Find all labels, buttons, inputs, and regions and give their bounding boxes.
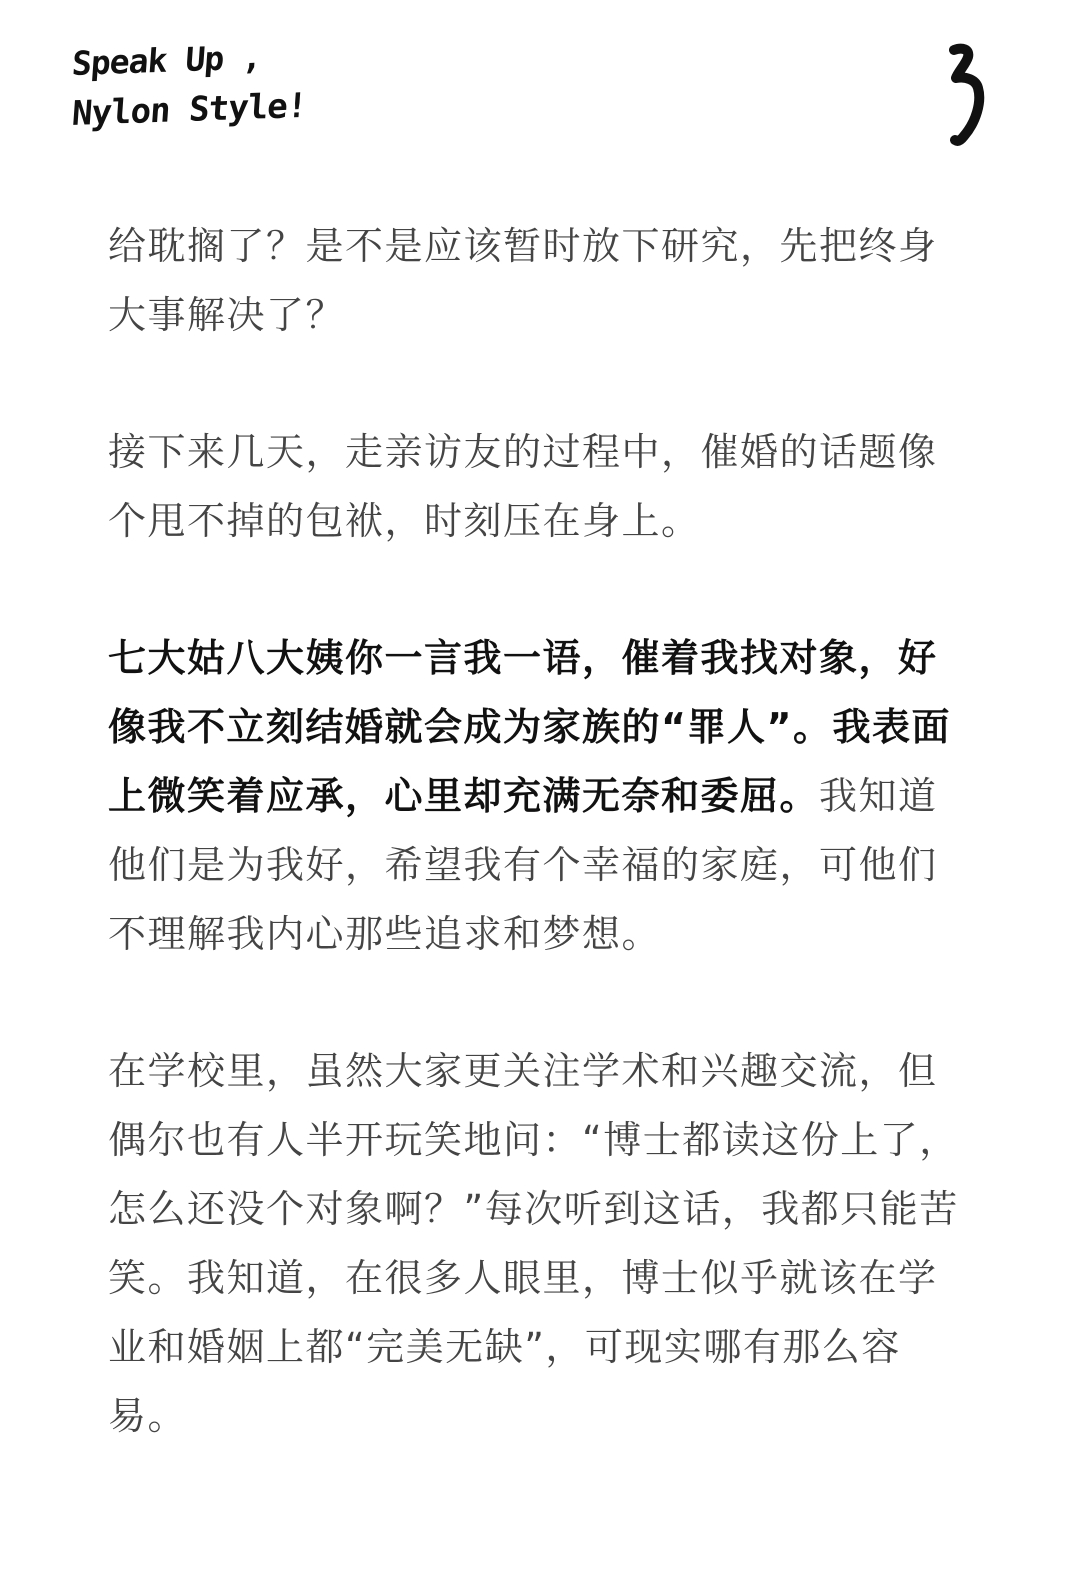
article-body: [108, 212, 972, 1519]
header: [0, 0, 1080, 180]
page-number-glyph: [940, 30, 1000, 150]
brand-line-2: Nylon Style!: [70, 85, 308, 134]
paragraph-1: 给耽搁了？是不是应该暂时放下研究，先把终身大事解决了？: [108, 224, 938, 337]
paragraph-4: 在学校里，虽然大家更关注学术和兴趣交流，但偶尔也有人半开玩笑地问：“博士都读这份上了，怎么还没个对象啊？”每次听到这话，我都只能苦笑。我知道，在很多人眼里，博士似乎就该在学业和婚姻上都“完美无缺”，可现实哪有那么容易。: [108, 1049, 959, 1438]
paragraph-3-normal: 我知道他们是为我好，希望我有个幸福的家庭，可他们不理解我内心那些追求和梦想。: [108, 774, 938, 956]
brand-logo: [70, 37, 342, 154]
brand-line-1: Speak Up ,: [70, 37, 263, 83]
paragraph-3: [108, 624, 972, 969]
paragraph-3-bold: 七大姑八大姨你一言我一语，催着我找对象，好像我不立刻结婚就会成为家族的“罪人”。我表面上微笑着应承，心里却充满无奈和委屈。: [108, 636, 951, 818]
paragraph-2: 接下来几天，走亲访友的过程中，催婚的话题像个甩不掉的包袱，时刻压在身上。: [108, 430, 938, 543]
page-number: [940, 30, 1000, 150]
